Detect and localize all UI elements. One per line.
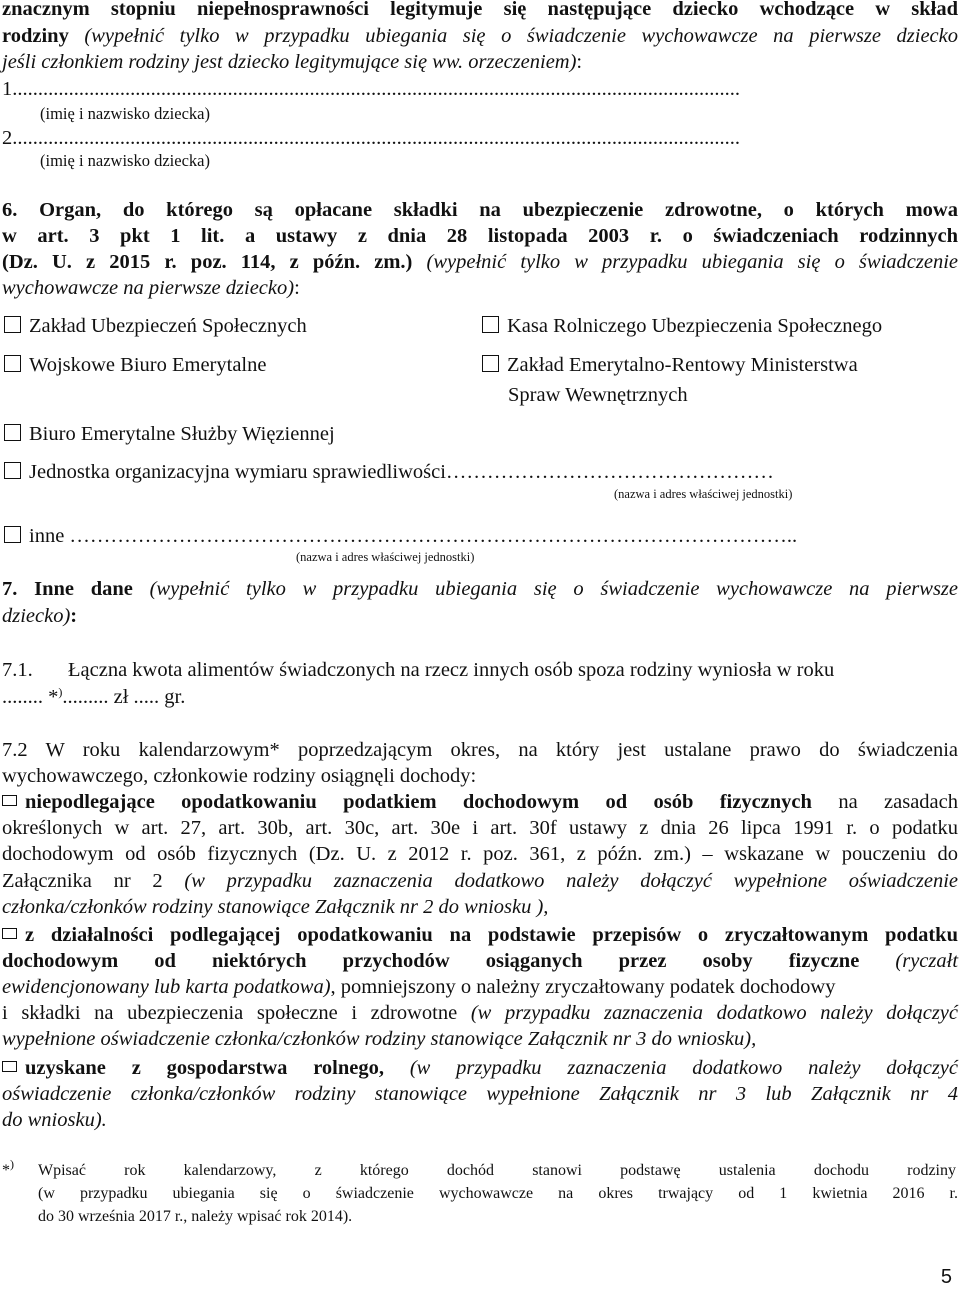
sec5-line2-italic: (wypełnić tylko w przypadku ubiegania się o świadczenie wychowawcze na pierwsze dziecko: [84, 25, 959, 47]
option-b-line2-bold: dochodowym od niektórych przychodów osiąganych przez osoby fizyczne: [2, 950, 860, 972]
option-justice[interactable]: [4, 459, 774, 485]
p72-line2: wychowawczego, członkowie rodziny osiągnęli dochody:: [2, 765, 477, 787]
sec7-title-italic: (wypełnić tylko w przypadku ubiegania się o świadczenie wychowawcze na pierwsze: [149, 578, 959, 600]
p71-line1: [2, 657, 958, 683]
child2-field[interactable]: 2..............................................................................................................................................: [2, 127, 740, 149]
p71-sup: ): [58, 685, 63, 699]
child1-field[interactable]: 1..............................................................................................................................................: [2, 78, 740, 100]
option-wbe[interactable]: [4, 352, 266, 378]
footnote-marker: [2, 1157, 38, 1182]
p72-option-b[interactable]: [2, 922, 958, 948]
child2-caption: (imię i nazwisko dziecka): [40, 151, 210, 170]
option-bessw[interactable]: [4, 421, 335, 447]
option-zus[interactable]: [4, 313, 307, 339]
sec7-title2-italic: dziecko): [2, 605, 71, 627]
p71-text: Łączna kwota alimentów świadczonych na rzecz innych osób spoza rodziny wyniosła w roku: [68, 659, 835, 681]
sec5-line2: [2, 23, 958, 49]
footnote-marker-sup: ): [10, 1157, 14, 1171]
option-a-line3: dochodowym od osób fizycznych (Dz. U. z 2012 r. poz. 361, z późn. zm.) – wskazane w pouczeniu do: [2, 843, 958, 865]
option-c-line2: oświadczenie członka/członków rodziny stanowiące wypełnione Załącznik nr 3 lub Załącznik nr 4: [2, 1083, 958, 1105]
p71-year: ........ *: [2, 686, 59, 708]
p71-line2[interactable]: [2, 684, 958, 710]
option-a-line2: określonych w art. 27, art. 30b, art. 30c, art. 30e i art. 30f ustawy z dnia 26 lipca 1991 r. o podatku: [2, 817, 958, 839]
option-a-rest: na zasadach: [838, 791, 959, 813]
option-c-italic: (w przypadku zaznaczenia dodatkowo należy dołączyć: [409, 1057, 958, 1079]
checkbox-zer[interactable]: [482, 355, 499, 372]
sec6-line3-bold: (Dz. U. z 2015 r. poz. 114, z późn. zm.): [2, 251, 413, 273]
option-b-line2: [2, 948, 958, 974]
sec6-line4-end: :: [294, 277, 300, 299]
p71-number: 7.1.: [2, 659, 33, 681]
option-c-line3: do wniosku).: [2, 1109, 107, 1131]
checkbox-krus[interactable]: [482, 316, 499, 333]
page-number: 5: [940, 1266, 952, 1288]
option-krus-label: Kasa Rolniczego Ubezpieczenia Społecznego: [507, 315, 883, 337]
footnote-marker-star: *: [2, 1162, 10, 1179]
option-a-line5: członka/członków rodziny stanowiące Załącznik nr 2 do wniosku ),: [2, 896, 549, 918]
sec6-line4: [2, 275, 958, 301]
option-zer-line2: Spraw Wewnętrznych: [508, 384, 688, 406]
sec7-title-line2: [2, 603, 958, 629]
sec5-line2-bold: rodziny: [2, 25, 69, 47]
footnote-line1: [2, 1157, 958, 1182]
option-a-bold: niepodlegające opodatkowaniu podatkiem dochodowym od osób fizycznych: [25, 791, 812, 813]
p71-amount: ......... zł ..... gr.: [62, 686, 186, 708]
footnote-line3: do 30 września 2017 r., należy wpisać rok 2014).: [38, 1208, 353, 1225]
p72-line1: 7.2 W roku kalendarzowym* poprzedzającym okres, na który jest ustalane prawo do świadczenia: [2, 739, 958, 761]
sec7-title2-end: :: [70, 605, 78, 627]
option-zer[interactable]: [482, 352, 858, 378]
option-other-label: inne ……………………………………………………………………………………………..: [29, 525, 798, 547]
child1-caption: (imię i nazwisko dziecka): [40, 104, 210, 123]
sec5-line1: znacznym stopniu niepełnosprawności legitymuje się następujące dziecko wchodzące w skład: [2, 0, 958, 20]
option-b-line3-italic: ewidencjonowany lub karta podatkowa): [2, 976, 331, 998]
sec5-line3-italic: jeśli członkiem rodziny jest dziecko legitymujące się ww. orzeczeniem): [2, 51, 577, 73]
justice-caption: (nazwa i adres właściwej jednostki): [614, 487, 793, 501]
checkbox-zus[interactable]: [4, 316, 21, 333]
sec7-title: [2, 576, 958, 602]
option-justice-label: Jednostka organizacyjna wymiaru sprawiedliwości…………………………………………: [29, 461, 774, 483]
option-bessw-label: Biuro Emerytalne Służby Więziennej: [29, 423, 335, 445]
option-b-line4-normal: i składki na ubezpieczenia społeczne i zdrowotne: [2, 1002, 458, 1024]
option-zus-label: Zakład Ubezpieczeń Społecznych: [29, 315, 307, 337]
option-c-bold: uzyskane z gospodarstwa rolnego,: [25, 1057, 384, 1079]
sec6-line1: 6. Organ, do którego są opłacane składki na ubezpieczenie zdrowotne, o których mowa: [2, 199, 958, 221]
sec5-line3-end: :: [576, 51, 583, 73]
p72-option-c[interactable]: [2, 1055, 958, 1081]
option-b-line2-italic: (ryczałt: [895, 950, 959, 972]
checkbox-wbe[interactable]: [4, 355, 21, 372]
option-other[interactable]: [4, 523, 960, 549]
sec6-line2: w art. 3 pkt 1 lit. a ustawy z dnia 28 listopada 2003 r. o świadczeniach rodzinnych: [2, 225, 958, 247]
sec6-line3: [2, 249, 958, 275]
option-wbe-label: Wojskowe Biuro Emerytalne: [29, 354, 267, 376]
p72-option-a[interactable]: [2, 789, 958, 815]
checkbox-a[interactable]: [2, 795, 17, 806]
sec5-line3: [2, 49, 958, 75]
checkbox-c[interactable]: [2, 1061, 17, 1072]
option-b-line4-italic: (w przypadku zaznaczenia dodatkowo należy dołączyć: [470, 1002, 959, 1024]
option-b-line5: wypełnione oświadczenie członka/członków rodziny stanowiące Załącznik nr 3 do wniosku),: [2, 1028, 757, 1050]
option-zer-label: Zakład Emerytalno-Rentowy Ministerstwa: [507, 354, 858, 376]
footnote-text-line1: Wpisać rok kalendarzowy, z którego dochód stanowi podstawę ustalenia dochodu rodziny: [38, 1162, 956, 1179]
option-b-line4: [2, 1000, 958, 1026]
footnote-line2: (w przypadku ubiegania się o świadczenie wychowawcze na okres trwający od 1 kwietnia 2016 r.: [38, 1185, 958, 1202]
option-b-line1: z działalności podlegającej opodatkowaniu na podstawie przepisów o zryczałtowanym podatku: [25, 924, 958, 946]
option-a-line4-italic: (w przypadku zaznaczenia dodatkowo należy dołączyć wypełnione oświadczenie: [184, 870, 959, 892]
option-b-line3-rest: , pomniejszony o należny zryczałtowany podatek dochodowy: [330, 976, 836, 998]
option-a-line4-normal: Załącznika nr 2: [2, 870, 163, 892]
other-caption: (nazwa i adres właściwej jednostki): [296, 550, 475, 564]
checkbox-justice[interactable]: [4, 462, 21, 479]
sec6-line3-italic: (wypełnić tylko w przypadku ubiegania się o świadczenie: [426, 251, 959, 273]
checkbox-other[interactable]: [4, 526, 21, 543]
option-a-line4: [2, 868, 958, 894]
option-krus[interactable]: [482, 313, 882, 339]
option-b-line3: [2, 974, 958, 1000]
checkbox-bessw[interactable]: [4, 424, 21, 441]
sec7-title-bold: 7. Inne dane: [2, 578, 133, 600]
sec6-line4-italic: wychowawcze na pierwsze dziecko): [2, 277, 295, 299]
checkbox-b[interactable]: [2, 928, 17, 939]
